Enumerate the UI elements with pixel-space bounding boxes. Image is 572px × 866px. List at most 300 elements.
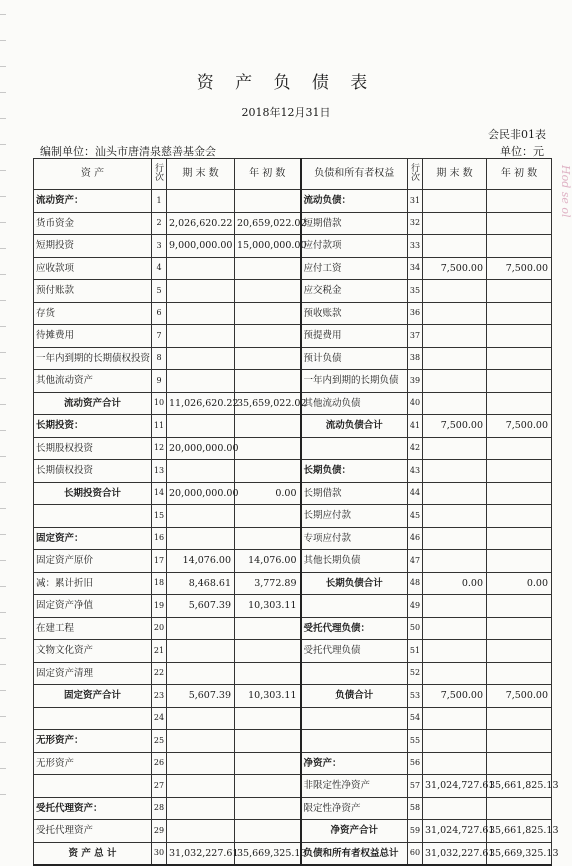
margin-tick (0, 742, 6, 743)
liability-end-value (423, 550, 487, 573)
asset-begin-value: 15,000,000.00 (235, 235, 301, 258)
margin-tick (0, 14, 6, 15)
asset-end-value (167, 527, 235, 550)
liability-begin-value (487, 392, 552, 415)
asset-end-value (167, 640, 235, 663)
liability-end-value (423, 325, 487, 348)
asset-begin-value (235, 617, 301, 640)
asset-item: 长期投资合计 (34, 482, 152, 505)
liability-item: 净资产合计 (301, 820, 408, 843)
asset-begin-value: 0.00 (235, 482, 301, 505)
header-asset: 资 产 (34, 159, 152, 190)
asset-item: 无形资产： (34, 730, 152, 753)
table-header-row (34, 159, 552, 190)
asset-end-value: 11,026,620.22 (167, 392, 235, 415)
asset-begin-value: 3,772.89 (235, 572, 301, 595)
liability-end-value (423, 730, 487, 753)
margin-tick (0, 508, 6, 509)
liability-row-no: 36 (408, 302, 423, 325)
asset-item: 文物文化资产 (34, 640, 152, 663)
asset-end-value (167, 797, 235, 820)
liability-item: 预收账款 (301, 302, 408, 325)
asset-begin-value: 14,076.00 (235, 550, 301, 573)
asset-item: 待摊费用 (34, 325, 152, 348)
asset-row-no: 28 (152, 797, 167, 820)
asset-row-no: 29 (152, 820, 167, 843)
liability-row-no: 39 (408, 370, 423, 393)
margin-tick (0, 794, 6, 795)
liability-row-no: 44 (408, 482, 423, 505)
balance-sheet-table (33, 158, 559, 866)
asset-item: 其他流动资产 (34, 370, 152, 393)
asset-item: 流动资产合计 (34, 392, 152, 415)
asset-begin-value (235, 257, 301, 280)
asset-end-value: 31,032,227.61 (167, 842, 235, 865)
asset-end-value (167, 460, 235, 483)
liability-end-value (423, 505, 487, 528)
asset-row-no: 14 (152, 482, 167, 505)
liability-begin-value (487, 595, 552, 618)
liability-begin-value (487, 212, 552, 235)
liability-begin-value (487, 707, 552, 730)
liability-begin-value (487, 302, 552, 325)
header-row-no-2-text: 行次 (411, 163, 421, 183)
asset-begin-value: 35,669,325.13 (235, 842, 301, 865)
liability-item: 长期应付款 (301, 505, 408, 528)
liability-item: 长期借款 (301, 482, 408, 505)
asset-row-no: 11 (152, 415, 167, 438)
margin-tick (0, 300, 6, 301)
asset-row-no: 1 (152, 190, 167, 213)
asset-begin-value (235, 662, 301, 685)
liability-item: 限定性净资产 (301, 797, 408, 820)
asset-row-no: 8 (152, 347, 167, 370)
liability-begin-value: 35,661,825.13 (487, 820, 552, 843)
asset-end-value: 2,026,620.22 (167, 212, 235, 235)
asset-item: 固定资产合计 (34, 685, 152, 708)
table-row (34, 505, 552, 528)
asset-begin-value: 10,303.11 (235, 685, 301, 708)
liability-end-value: 31,024,727.61 (423, 820, 487, 843)
asset-row-no: 24 (152, 707, 167, 730)
liability-begin-value (487, 280, 552, 303)
table-row (34, 775, 552, 798)
asset-row-no: 10 (152, 392, 167, 415)
liability-end-value (423, 482, 487, 505)
asset-begin-value (235, 505, 301, 528)
liability-end-value (423, 302, 487, 325)
margin-tick (0, 638, 6, 639)
asset-item: 在建工程 (34, 617, 152, 640)
liability-end-value (423, 212, 487, 235)
liability-row-no: 42 (408, 437, 423, 460)
liability-begin-value (487, 325, 552, 348)
liability-end-value (423, 280, 487, 303)
asset-begin-value (235, 280, 301, 303)
asset-item (34, 505, 152, 528)
reporting-entity: 编制单位：汕头市唐清泉慈善基金会 (40, 145, 216, 158)
liability-begin-value (487, 190, 552, 213)
liability-row-no: 32 (408, 212, 423, 235)
margin-tick (0, 274, 6, 275)
liability-begin-value (487, 617, 552, 640)
table-row (34, 752, 552, 775)
liability-row-no: 38 (408, 347, 423, 370)
table-row (34, 662, 552, 685)
asset-row-no: 7 (152, 325, 167, 348)
liability-row-no: 41 (408, 415, 423, 438)
liability-row-no: 51 (408, 640, 423, 663)
asset-end-value: 9,000,000.00 (167, 235, 235, 258)
asset-item: 应收款项 (34, 257, 152, 280)
table-row (34, 212, 552, 235)
margin-tick (0, 456, 6, 457)
margin-tick (0, 352, 6, 353)
liability-end-value (423, 595, 487, 618)
liability-row-no: 56 (408, 752, 423, 775)
liability-row-no: 59 (408, 820, 423, 843)
asset-row-no: 2 (152, 212, 167, 235)
asset-end-value: 8,468.61 (167, 572, 235, 595)
asset-begin-value (235, 775, 301, 798)
table-row (34, 415, 552, 438)
report-date: 2018年12月31日 (241, 106, 331, 119)
liability-end-value (423, 617, 487, 640)
asset-row-no: 16 (152, 527, 167, 550)
liability-item: 专项应付款 (301, 527, 408, 550)
liability-begin-value (487, 235, 552, 258)
asset-end-value (167, 752, 235, 775)
liability-end-value (423, 527, 487, 550)
liability-begin-value (487, 640, 552, 663)
header-end-balance: 期 末 数 (167, 159, 235, 190)
liability-begin-value (487, 437, 552, 460)
liability-item: 非限定性净资产 (301, 775, 408, 798)
liability-item: 净资产： (301, 752, 408, 775)
table-row (34, 685, 552, 708)
asset-row-no: 25 (152, 730, 167, 753)
asset-begin-value (235, 190, 301, 213)
margin-tick (0, 222, 6, 223)
liability-end-value (423, 392, 487, 415)
asset-row-no: 21 (152, 640, 167, 663)
asset-end-value: 14,076.00 (167, 550, 235, 573)
table-row (34, 190, 552, 213)
liability-row-no: 34 (408, 257, 423, 280)
asset-row-no: 19 (152, 595, 167, 618)
liability-item: 应交税金 (301, 280, 408, 303)
liability-row-no: 53 (408, 685, 423, 708)
asset-row-no: 26 (152, 752, 167, 775)
margin-tick (0, 40, 6, 41)
asset-begin-value (235, 797, 301, 820)
liability-row-no: 43 (408, 460, 423, 483)
liability-begin-value (487, 460, 552, 483)
asset-begin-value: 35,659,022.02 (235, 392, 301, 415)
liability-item (301, 730, 408, 753)
asset-item: 无形资产 (34, 752, 152, 775)
liability-item: 短期借款 (301, 212, 408, 235)
asset-row-no: 22 (152, 662, 167, 685)
asset-item: 资 产 总 计 (34, 842, 152, 865)
margin-tick (0, 326, 6, 327)
asset-item: 长期债权投资 (34, 460, 152, 483)
asset-item (34, 707, 152, 730)
asset-begin-value: 10,303.11 (235, 595, 301, 618)
asset-item: 固定资产： (34, 527, 152, 550)
liability-item: 长期负债： (301, 460, 408, 483)
liability-item: 一年内到期的长期负债 (301, 370, 408, 393)
liability-begin-value (487, 752, 552, 775)
asset-item: 固定资产净值 (34, 595, 152, 618)
liability-begin-value (487, 550, 552, 573)
asset-row-no: 9 (152, 370, 167, 393)
asset-begin-value: 20,659,022.02 (235, 212, 301, 235)
asset-end-value (167, 302, 235, 325)
asset-begin-value (235, 730, 301, 753)
asset-row-no: 18 (152, 572, 167, 595)
asset-row-no: 30 (152, 842, 167, 865)
table-row (34, 797, 552, 820)
asset-begin-value (235, 460, 301, 483)
asset-end-value (167, 707, 235, 730)
table-row (34, 550, 552, 573)
asset-begin-value (235, 527, 301, 550)
table-row (34, 572, 552, 595)
margin-tick (0, 534, 6, 535)
table-row (34, 302, 552, 325)
liability-end-value: 7,500.00 (423, 257, 487, 280)
table-row (34, 482, 552, 505)
table-row (34, 595, 552, 618)
asset-row-no: 4 (152, 257, 167, 280)
liability-begin-value: 0.00 (487, 572, 552, 595)
asset-end-value: 20,000,000.00 (167, 482, 235, 505)
liability-begin-value (487, 370, 552, 393)
header-row-no-2 (408, 159, 423, 190)
margin-tick (0, 664, 6, 665)
liability-item: 应付款项 (301, 235, 408, 258)
liability-end-value (423, 347, 487, 370)
currency-unit: 单位：元 (500, 145, 544, 158)
asset-row-no: 5 (152, 280, 167, 303)
asset-item: 短期投资 (34, 235, 152, 258)
handwritten-annotation: Hod se ol (559, 165, 572, 218)
asset-begin-value (235, 752, 301, 775)
liability-begin-value (487, 662, 552, 685)
liability-row-no: 52 (408, 662, 423, 685)
asset-end-value (167, 617, 235, 640)
margin-tick (0, 768, 6, 769)
margin-tick (0, 430, 6, 431)
table-row (34, 235, 552, 258)
liability-item (301, 707, 408, 730)
asset-item: 预付账款 (34, 280, 152, 303)
asset-begin-value (235, 302, 301, 325)
liability-begin-value: 7,500.00 (487, 257, 552, 280)
asset-row-no: 12 (152, 437, 167, 460)
liability-end-value: 31,032,227.61 (423, 842, 487, 865)
asset-end-value: 20,000,000.00 (167, 437, 235, 460)
asset-begin-value (235, 347, 301, 370)
margin-tick (0, 690, 6, 691)
liability-end-value: 31,024,727.61 (423, 775, 487, 798)
asset-item: 固定资产原价 (34, 550, 152, 573)
header-end-balance-2: 期 末 数 (423, 159, 487, 190)
liability-row-no: 31 (408, 190, 423, 213)
liability-item: 负债和所有者权益总计 (301, 842, 408, 865)
margin-tick (0, 716, 6, 717)
margin-tick (0, 482, 6, 483)
asset-row-no: 6 (152, 302, 167, 325)
liability-end-value (423, 797, 487, 820)
liability-begin-value: 35,661,825.13 (487, 775, 552, 798)
asset-item: 受托代理资产： (34, 797, 152, 820)
liability-item: 应付工资 (301, 257, 408, 280)
asset-end-value (167, 370, 235, 393)
asset-end-value (167, 347, 235, 370)
table-row (34, 707, 552, 730)
liability-begin-value: 7,500.00 (487, 685, 552, 708)
liability-begin-value (487, 482, 552, 505)
asset-item: 长期投资： (34, 415, 152, 438)
asset-row-no: 23 (152, 685, 167, 708)
asset-item (34, 775, 152, 798)
liability-item: 其他长期负债 (301, 550, 408, 573)
liability-end-value: 7,500.00 (423, 415, 487, 438)
asset-end-value (167, 415, 235, 438)
liability-end-value (423, 370, 487, 393)
liability-row-no: 45 (408, 505, 423, 528)
table-row (34, 842, 552, 865)
liability-item: 其他流动负债 (301, 392, 408, 415)
liability-end-value (423, 752, 487, 775)
liability-item (301, 595, 408, 618)
asset-end-value (167, 257, 235, 280)
liability-item: 预计负债 (301, 347, 408, 370)
asset-item: 长期股权投资 (34, 437, 152, 460)
asset-end-value (167, 662, 235, 685)
liability-row-no: 40 (408, 392, 423, 415)
table-row (34, 640, 552, 663)
liability-end-value (423, 640, 487, 663)
liability-row-no: 54 (408, 707, 423, 730)
header-liability: 负债和所有者权益 (301, 159, 408, 190)
asset-begin-value (235, 437, 301, 460)
form-number: 会民非01表 (488, 128, 546, 141)
table-row (34, 392, 552, 415)
liability-item (301, 437, 408, 460)
asset-end-value (167, 730, 235, 753)
asset-row-no: 15 (152, 505, 167, 528)
table-row (34, 370, 552, 393)
liability-item: 流动负债： (301, 190, 408, 213)
header-begin-balance: 年 初 数 (235, 159, 301, 190)
liability-end-value (423, 235, 487, 258)
liability-end-value (423, 437, 487, 460)
header-row-no-text: 行次 (155, 163, 165, 183)
margin-tick (0, 378, 6, 379)
asset-begin-value (235, 707, 301, 730)
asset-begin-value (235, 640, 301, 663)
asset-end-value (167, 505, 235, 528)
asset-item: 流动资产： (34, 190, 152, 213)
asset-item: 固定资产清理 (34, 662, 152, 685)
liability-end-value (423, 190, 487, 213)
liability-row-no: 58 (408, 797, 423, 820)
liability-row-no: 55 (408, 730, 423, 753)
table-row (34, 460, 552, 483)
asset-end-value (167, 775, 235, 798)
margin-tick (0, 196, 6, 197)
liability-begin-value (487, 505, 552, 528)
liability-begin-value: 35,669,325.13 (487, 842, 552, 865)
liability-row-no: 47 (408, 550, 423, 573)
table-row (34, 527, 552, 550)
liability-item: 受托代理负债： (301, 617, 408, 640)
liability-item: 长期负债合计 (301, 572, 408, 595)
liability-end-value (423, 707, 487, 730)
asset-end-value (167, 820, 235, 843)
table-row (34, 325, 552, 348)
asset-item: 受托代理资产 (34, 820, 152, 843)
margin-tick (0, 404, 6, 405)
liability-end-value (423, 460, 487, 483)
asset-row-no: 3 (152, 235, 167, 258)
liability-row-no: 33 (408, 235, 423, 258)
asset-row-no: 20 (152, 617, 167, 640)
binding-margin (0, 0, 6, 800)
asset-begin-value (235, 325, 301, 348)
table-row (34, 617, 552, 640)
asset-item: 存货 (34, 302, 152, 325)
margin-tick (0, 66, 6, 67)
liability-end-value (423, 662, 487, 685)
liability-row-no: 46 (408, 527, 423, 550)
margin-tick (0, 560, 6, 561)
table-row (34, 280, 552, 303)
asset-item: 减：累计折旧 (34, 572, 152, 595)
liability-end-value: 7,500.00 (423, 685, 487, 708)
liability-end-value: 0.00 (423, 572, 487, 595)
liability-item: 流动负债合计 (301, 415, 408, 438)
asset-end-value (167, 325, 235, 348)
liability-row-no: 48 (408, 572, 423, 595)
margin-tick (0, 144, 6, 145)
asset-item: 货币资金 (34, 212, 152, 235)
liability-row-no: 37 (408, 325, 423, 348)
table-row (34, 347, 552, 370)
asset-item: 一年内到期的长期债权投资 (34, 347, 152, 370)
asset-begin-value (235, 370, 301, 393)
liability-row-no: 60 (408, 842, 423, 865)
asset-end-value: 5,607.39 (167, 685, 235, 708)
liability-item: 受托代理负债 (301, 640, 408, 663)
asset-row-no: 13 (152, 460, 167, 483)
liability-row-no: 49 (408, 595, 423, 618)
liability-item: 负债合计 (301, 685, 408, 708)
asset-begin-value (235, 820, 301, 843)
liability-item: 预提费用 (301, 325, 408, 348)
table-row (34, 820, 552, 843)
liability-item (301, 662, 408, 685)
header-begin-balance-2: 年 初 数 (487, 159, 552, 190)
liability-begin-value (487, 527, 552, 550)
liability-row-no: 35 (408, 280, 423, 303)
table-row (34, 730, 552, 753)
asset-row-no: 27 (152, 775, 167, 798)
asset-end-value: 5,607.39 (167, 595, 235, 618)
